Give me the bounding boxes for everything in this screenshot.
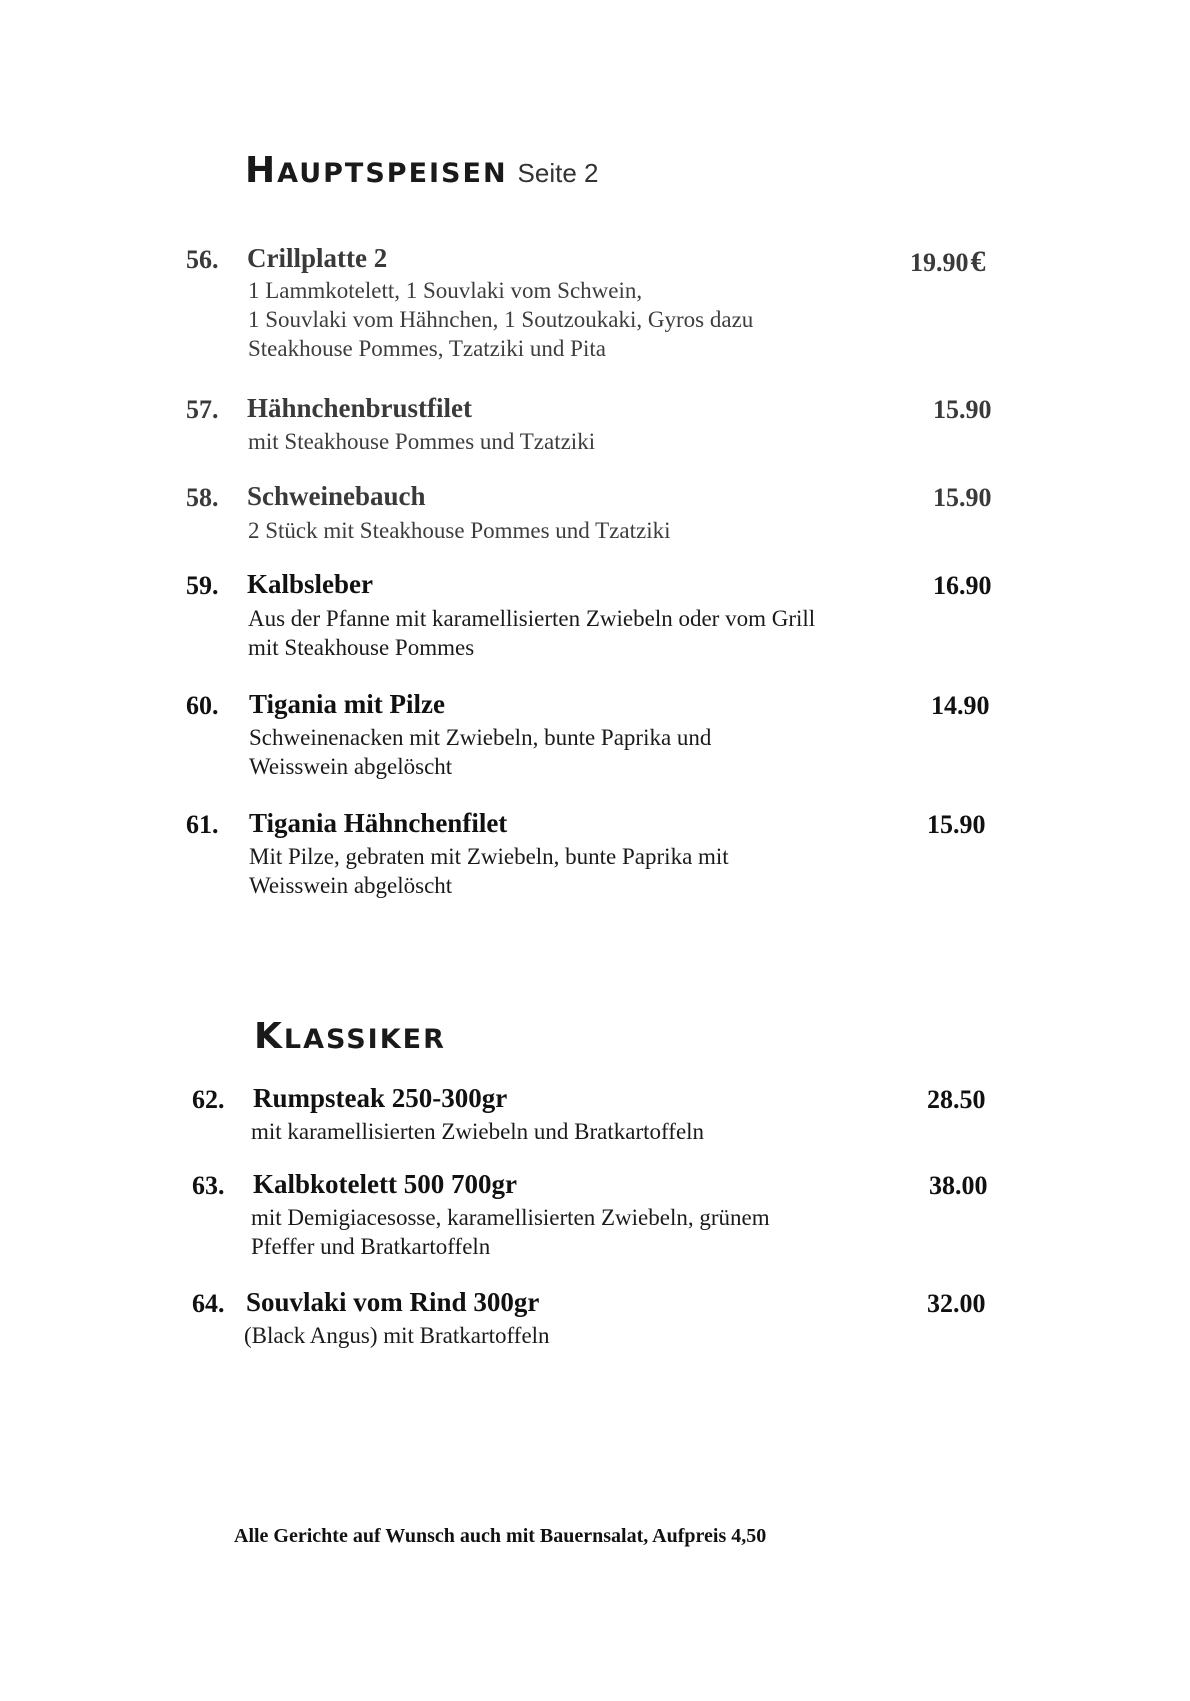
section-title-klassiker: [254, 1016, 446, 1057]
section-title-rest: AUPTSPEISEN: [277, 158, 508, 189]
item-description: [251, 1203, 770, 1261]
item-price-value: 19.90: [910, 248, 969, 277]
item-description-line: Mit Pilze, gebraten mit Zwiebeln, bunte Paprika mit: [249, 844, 729, 869]
item-number: 62.: [192, 1085, 225, 1114]
item-price: 38.00: [929, 1171, 988, 1200]
item-description-line: mit Steakhouse Pommes: [248, 635, 475, 660]
section-title-rest: LASSIKER: [283, 1024, 446, 1055]
item-price: 15.90: [933, 395, 992, 424]
item-price: 32.00: [927, 1289, 986, 1318]
item-name: Kalbsleber: [247, 569, 373, 599]
item-number: 60.: [186, 691, 219, 720]
item-description-line: Steakhouse Pommes, Tzatziki und Pita: [248, 336, 606, 361]
item-description-line: mit karamellisierten Zwiebeln und Bratkartoffeln: [251, 1119, 705, 1144]
item-description: [248, 516, 670, 545]
item-number: 56.: [186, 245, 219, 274]
item-price: 28.50: [927, 1085, 986, 1114]
section-title-initial: H: [245, 150, 278, 191]
item-number: 58.: [186, 483, 219, 512]
section-title-hauptspeisen: [245, 150, 599, 191]
item-description-line: Pfeffer und Bratkartoffeln: [251, 1234, 491, 1259]
item-description: [244, 1321, 550, 1350]
item-description-line: 1 Souvlaki vom Hähnchen, 1 Soutzoukaki, Gyros dazu: [248, 307, 754, 332]
item-price: 15.90: [933, 483, 992, 512]
item-name: Crillplatte 2: [247, 243, 388, 273]
item-name: Tigania Hähnchenfilet: [249, 808, 508, 838]
item-description-line: 2 Stück mit Steakhouse Pommes und Tzatziki: [248, 518, 671, 543]
item-name: Rumpsteak 250-300gr: [253, 1083, 508, 1113]
item-number: 61.: [186, 810, 219, 839]
item-price: 15.90: [927, 810, 986, 839]
item-description-line: mit Steakhouse Pommes und Tzatziki: [248, 429, 596, 454]
item-name: Kalbkotelett 500 700gr: [253, 1169, 517, 1199]
item-description-line: Aus der Pfanne mit karamellisierten Zwiebeln oder vom Grill: [248, 606, 816, 631]
item-description-line: Schweinenacken mit Zwiebeln, bunte Paprika und: [249, 725, 712, 750]
euro-symbol: €: [970, 245, 986, 278]
item-price: [910, 245, 986, 279]
item-description-line: (Black Angus) mit Bratkartoffeln: [244, 1323, 550, 1348]
item-number: 63.: [192, 1171, 225, 1200]
footnote: Alle Gerichte auf Wunsch auch mit Bauernsalat, Aufpreis 4,50: [234, 1525, 767, 1547]
item-description: [249, 723, 711, 781]
item-description: [248, 604, 815, 662]
item-description-line: Weisswein abgelöscht: [249, 873, 453, 898]
item-description-line: mit Demigiacesosse, karamellisierten Zwiebeln, grünem: [251, 1205, 770, 1230]
section-title-initial: K: [254, 1016, 284, 1057]
item-description: [251, 1117, 704, 1146]
item-price: 14.90: [931, 691, 990, 720]
item-description-line: Weisswein abgelöscht: [249, 754, 453, 779]
item-name: Hähnchenbrustfilet: [247, 393, 473, 423]
item-number: 57.: [186, 395, 219, 424]
item-name: Tigania mit Pilze: [249, 689, 445, 719]
item-name: Souvlaki vom Rind 300gr: [246, 1287, 540, 1317]
item-description: [248, 276, 753, 363]
item-description: [249, 842, 729, 900]
section-title-suffix: Seite 2: [517, 158, 599, 188]
item-name: Schweinebauch: [247, 481, 426, 511]
item-number: 59.: [186, 571, 219, 600]
item-number: 64.: [192, 1289, 225, 1318]
item-price: 16.90: [933, 571, 992, 600]
item-description-line: 1 Lammkotelett, 1 Souvlaki vom Schwein,: [248, 278, 643, 303]
item-description: [248, 427, 595, 456]
